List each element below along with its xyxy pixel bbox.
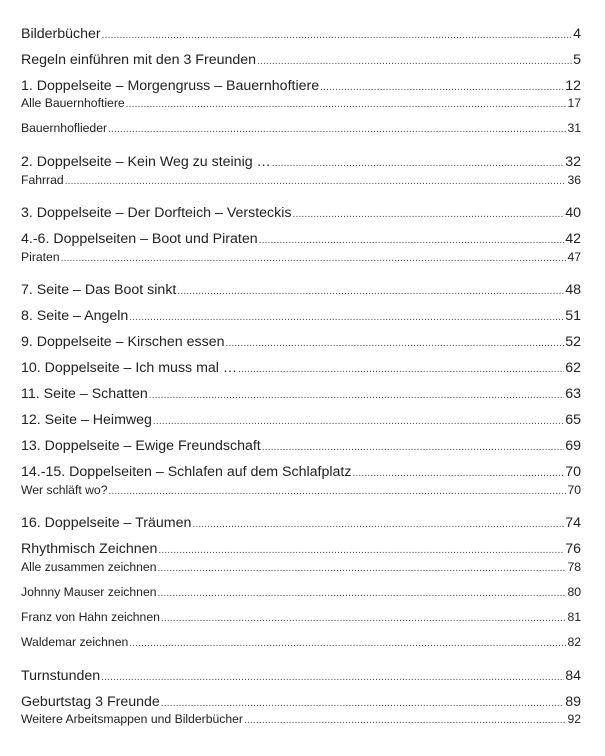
toc-entry-title: 8. Seite – Angeln: [21, 308, 129, 324]
toc-entry-title: 7. Seite – Das Boot sinkt: [21, 282, 177, 298]
toc-entry[interactable]: [21, 26, 581, 42]
toc-entry[interactable]: [21, 515, 581, 531]
toc-entry-title: Rhythmisch Zeichnen: [21, 541, 158, 557]
dot-leader: [177, 282, 564, 298]
toc-entry-page: 76: [565, 541, 581, 557]
toc-entry-title: Bilderbücher: [21, 26, 101, 42]
dot-leader: [129, 308, 564, 324]
toc-entry-title: Bauernhoflieder: [21, 121, 108, 135]
toc-entry[interactable]: [21, 541, 581, 557]
toc-subentry[interactable]: [21, 250, 581, 264]
toc-entry-title: Johnny Mauser zeichnen: [21, 585, 157, 599]
toc-entry-page: 80: [567, 585, 581, 599]
dot-leader: [352, 464, 564, 480]
toc-entry-page: 40: [565, 205, 581, 221]
toc-entry-page: 63: [565, 386, 581, 402]
dot-leader: [244, 712, 566, 726]
toc-entry-title: Piraten: [21, 250, 60, 264]
dot-leader: [192, 515, 564, 531]
dot-leader: [108, 483, 566, 497]
toc-entry-title: Weitere Arbeitsmappen und Bilderbücher: [21, 712, 243, 726]
toc-entry-title: 11. Seite – Schatten: [21, 386, 148, 402]
toc-entry-page: 62: [565, 360, 581, 376]
toc-entry[interactable]: [21, 694, 581, 710]
toc-entry[interactable]: [21, 205, 581, 221]
toc-entry-title: 10. Doppelseite – Ich muss mal …: [21, 360, 238, 376]
dot-leader: [65, 173, 567, 187]
toc-subentry[interactable]: [21, 173, 581, 187]
toc-entry-page: 69: [565, 438, 581, 454]
toc-entry-page: 89: [565, 694, 581, 710]
toc-entry-title: 9. Doppelseite – Kirschen essen: [21, 334, 225, 350]
dot-leader: [158, 585, 567, 599]
toc-entry-page: 47: [567, 250, 581, 264]
toc-entry-title: 4.-6. Doppelseiten – Boot und Piraten: [21, 231, 258, 247]
toc-subentry[interactable]: [21, 96, 581, 110]
toc-entry-page: 84: [565, 668, 581, 684]
toc-entry[interactable]: [21, 282, 581, 298]
dot-leader: [257, 52, 572, 68]
toc-entry[interactable]: [21, 78, 581, 94]
dot-leader: [153, 412, 564, 428]
toc-entry-page: 4: [573, 26, 581, 42]
toc-entry-title: Turnstunden: [21, 668, 101, 684]
toc-entry-title: 1. Doppelseite – Morgengruss – Bauernhoftiere: [21, 78, 320, 94]
toc-entry-page: 12: [565, 78, 581, 94]
toc-entry[interactable]: [21, 386, 581, 402]
toc-entry-page: 92: [567, 712, 581, 726]
toc-entry-title: 14.-15. Doppelseiten – Schlafen auf dem Schlafplatz: [21, 464, 352, 480]
toc-entry-title: 3. Doppelseite – Der Dorfteich – Versteckis: [21, 205, 292, 221]
toc-entry-title: Fahrrad: [21, 173, 64, 187]
toc-entry-title: Regeln einführen mit den 3 Freunden: [21, 52, 257, 68]
toc-subentry[interactable]: [21, 121, 581, 135]
dot-leader: [161, 694, 564, 710]
dot-leader: [101, 668, 564, 684]
toc-entry-page: 31: [567, 121, 581, 135]
toc-entry[interactable]: [21, 308, 581, 324]
dot-leader: [158, 560, 567, 574]
toc-entry[interactable]: [21, 464, 581, 480]
toc-entry-title: 12. Seite – Heimweg: [21, 412, 152, 428]
toc-subentry[interactable]: [21, 560, 581, 574]
dot-leader: [126, 96, 567, 110]
toc-entry-title: Franz von Hahn zeichnen: [21, 610, 160, 624]
toc-entry-page: 65: [565, 412, 581, 428]
toc-entry-page: 74: [565, 515, 581, 531]
toc-entry[interactable]: [21, 668, 581, 684]
dot-leader: [102, 26, 572, 42]
toc-entry[interactable]: [21, 360, 581, 376]
toc-entry-page: 5: [573, 52, 581, 68]
toc-entry-title: 16. Doppelseite – Träumen: [21, 515, 192, 531]
dot-leader: [149, 386, 564, 402]
dot-leader: [272, 154, 564, 170]
dot-leader: [320, 78, 564, 94]
dot-leader: [108, 121, 566, 135]
toc-entry[interactable]: [21, 154, 581, 170]
toc-entry-title: Wer schläft wo?: [21, 483, 108, 497]
toc-entry-page: 70: [567, 483, 581, 497]
dot-leader: [161, 610, 567, 624]
dot-leader: [225, 334, 564, 350]
toc-entry-title: 13. Doppelseite – Ewige Freundschaft: [21, 438, 261, 454]
dot-leader: [262, 438, 564, 454]
toc-entry-title: Alle Bauernhoftiere: [21, 96, 125, 110]
dot-leader: [61, 250, 567, 264]
toc-entry[interactable]: [21, 438, 581, 454]
toc-entry-page: 52: [565, 334, 581, 350]
toc-subentry[interactable]: [21, 483, 581, 497]
toc-entry-title: Geburtstag 3 Freunde: [21, 694, 160, 710]
toc-entry-page: 82: [567, 635, 581, 649]
toc-entry-page: 78: [567, 560, 581, 574]
toc-entry[interactable]: [21, 334, 581, 350]
toc-entry-page: 48: [565, 282, 581, 298]
toc-entry-title: 2. Doppelseite – Kein Weg zu steinig …: [21, 154, 271, 170]
dot-leader: [158, 541, 564, 557]
toc-subentry[interactable]: [21, 712, 581, 726]
toc-entry-page: 42: [565, 231, 581, 247]
toc-subentry[interactable]: [21, 610, 581, 624]
dot-leader: [238, 360, 564, 376]
toc-entry[interactable]: [21, 412, 581, 428]
toc-entry-page: 70: [565, 464, 581, 480]
toc-entry-page: 81: [567, 610, 581, 624]
toc-entry-title: Waldemar zeichnen: [21, 635, 129, 649]
toc-entry-title: Alle zusammen zeichnen: [21, 560, 157, 574]
toc-subentry[interactable]: [21, 585, 581, 599]
dot-leader: [259, 231, 565, 247]
toc-subentry[interactable]: [21, 635, 581, 649]
toc-entry[interactable]: [21, 231, 581, 247]
toc-entry[interactable]: [21, 52, 581, 68]
dot-leader: [129, 635, 566, 649]
toc-entry-page: 51: [565, 308, 581, 324]
dot-leader: [292, 205, 564, 221]
toc-entry-page: 36: [567, 173, 581, 187]
toc-entry-page: 17: [567, 96, 581, 110]
toc-entry-page: 32: [565, 154, 581, 170]
